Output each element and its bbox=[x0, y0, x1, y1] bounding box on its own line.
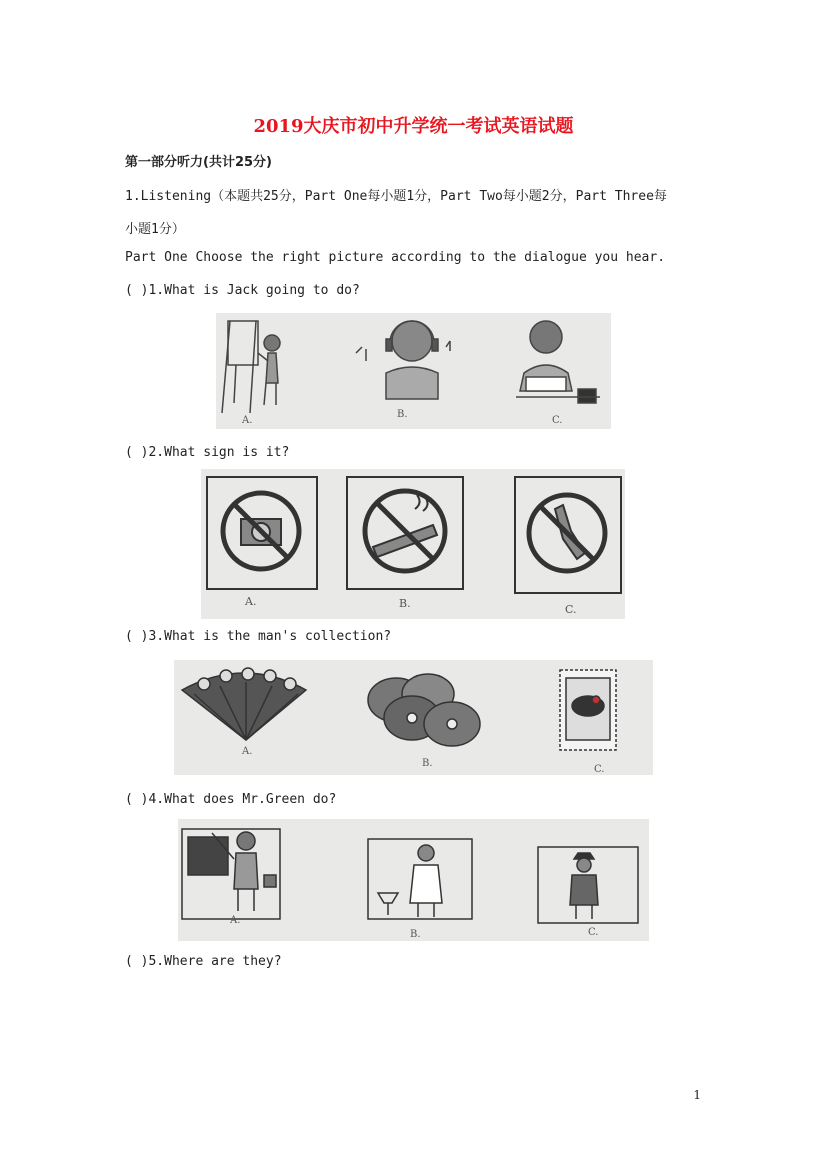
option-b-label: B. bbox=[397, 409, 408, 420]
boy-painting-icon bbox=[222, 321, 280, 413]
policeman-icon bbox=[538, 847, 638, 923]
job-option-b-label: B. bbox=[410, 929, 421, 940]
sign-option-c-label: C. bbox=[565, 603, 577, 616]
question-3-picture bbox=[174, 660, 653, 775]
sign-option-b-label: B. bbox=[399, 597, 411, 610]
doctor-icon bbox=[368, 839, 472, 919]
no-photos-sign-icon bbox=[207, 477, 317, 589]
boy-reading-icon bbox=[516, 321, 600, 403]
teacher-icon bbox=[182, 829, 280, 919]
job-option-c-label: C. bbox=[588, 927, 599, 938]
collection-option-b-label: B. bbox=[422, 758, 433, 769]
page-number: 1 bbox=[693, 1088, 701, 1102]
sign-option-a-label: A. bbox=[245, 595, 257, 608]
collection-option-a-label: A. bbox=[242, 746, 253, 757]
instruction-line-1: 1.Listening（本题共25分，Part One每小题1分，Part Two每小题2分，Part Three每 bbox=[125, 189, 667, 204]
option-c-label: C. bbox=[552, 415, 563, 426]
page-title: 2019大庆市初中升学统一考试英语试题 bbox=[253, 116, 574, 137]
question-3: ( )3.What is the man's collection? bbox=[125, 629, 392, 644]
question-5: ( )5.Where are they? bbox=[125, 954, 282, 969]
instruction-line-2: 小题1分） bbox=[125, 222, 185, 237]
collection-option-c-label: C. bbox=[594, 764, 605, 775]
question-4-picture bbox=[178, 819, 649, 941]
stamp-icon bbox=[560, 670, 616, 750]
job-option-a-label: A. bbox=[230, 915, 241, 926]
question-2: ( )2.What sign is it? bbox=[125, 445, 290, 460]
cds-icon bbox=[368, 674, 480, 746]
question-1: ( )1.What is Jack going to do? bbox=[125, 283, 360, 298]
no-smoking-sign-icon bbox=[347, 477, 463, 589]
part-one-instruction: Part One Choose the right picture according to the dialogue you hear. bbox=[125, 250, 666, 265]
question-4: ( )4.What does Mr.Green do? bbox=[125, 792, 337, 807]
fan-icon bbox=[182, 668, 306, 740]
question-1-picture bbox=[216, 313, 611, 429]
boy-with-headphones-icon bbox=[356, 321, 450, 399]
no-touching-sign-icon bbox=[515, 477, 621, 593]
section-heading: 第一部分听力(共计25分) bbox=[125, 155, 272, 170]
question-2-picture bbox=[201, 469, 625, 619]
option-a-label: A. bbox=[242, 415, 253, 426]
